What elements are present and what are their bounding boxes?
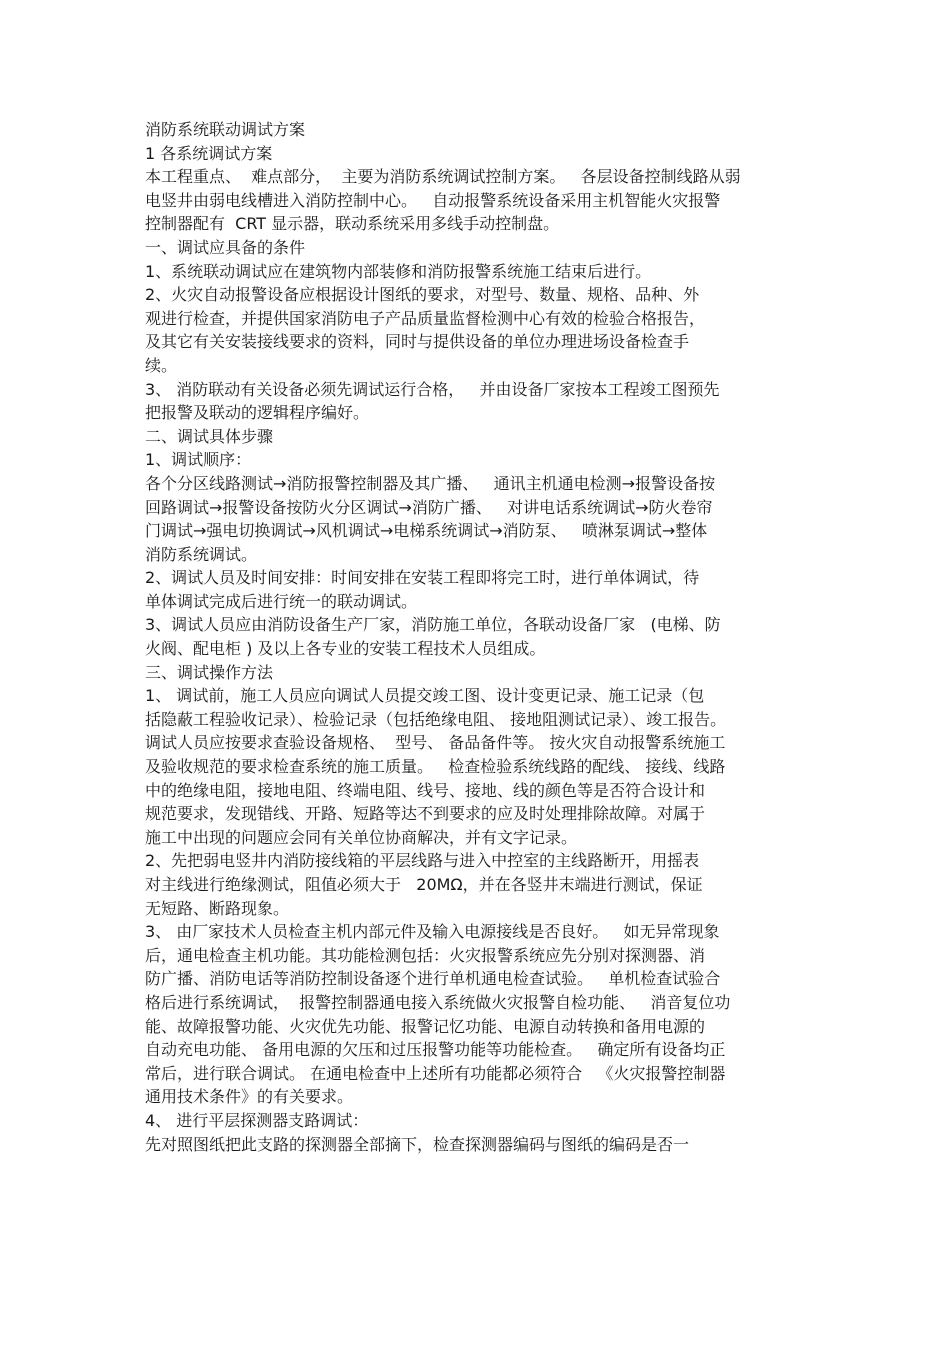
document-title: 消防系统联动调试方案 bbox=[145, 120, 306, 139]
text-line: 消防系统调试。 bbox=[145, 544, 258, 564]
text-line: 1、系统联动调试应在建筑物内部装修和消防报警系统施工结束后进行。 bbox=[145, 261, 652, 281]
text-line: 1、 调试前，施工人员应向调试人员提交竣工图、设计变更记录、施工记录（包 bbox=[145, 686, 705, 706]
text-line: 3、 消防联动有关设备必须先调试运行合格， 并由设备厂家按本工程竣工图预先 bbox=[145, 379, 720, 399]
text-line: 先对照图纸把此支路的探测器全部摘下，检查探测器编码与图纸的编码是否一 bbox=[145, 1134, 690, 1154]
text-line: 格后进行系统调试， 报警控制器通电接入系统做火灾报警自检功能、 消音复位功 bbox=[145, 992, 731, 1012]
text-line: 后，通电检查主机功能。其功能检测包括：火灾报警系统应先分别对探测器、消 bbox=[145, 945, 706, 965]
text-line: 各个分区线路测试→消防报警控制器及其广播、 通讯主机通电检测→报警设备按 bbox=[145, 473, 716, 493]
text-line: 规范要求，发现错线、开路、短路等达不到要求的应及时处理排除故障。对属于 bbox=[145, 804, 706, 824]
text-line: 2、火灾自动报警设备应根据设计图纸的要求，对型号、数量、规格、品种、外 bbox=[145, 285, 700, 305]
text-line: 能、故障报警功能、火灾优先功能、报警记忆功能、电源自动转换和备用电源的 bbox=[145, 1016, 706, 1036]
text-line: 及验收规范的要求检查系统的施工质量。 检查检验系统线路的配线、 接线、线路 bbox=[145, 757, 726, 777]
text-line: 施工中出现的问题应会同有关单位协商解决，并有文字记录。 bbox=[145, 827, 578, 847]
text-line: 括隐蔽工程验收记录）、检验记录（包括绝缘电阻、 接地阻测试记录）、竣工报告。 bbox=[145, 709, 727, 729]
text-line: 1 各系统调试方案 bbox=[145, 143, 273, 163]
text-line: 把报警及联动的逻辑程序编好。 bbox=[145, 403, 370, 423]
text-line: 中的绝缘电阻，接地电阻、终端电阻、线号、接地、线的颜色等是否符合设计和 bbox=[145, 780, 706, 800]
text-line: 续。 bbox=[145, 355, 178, 375]
text-line: 本工程重点、 难点部分， 主要为消防系统调试控制方案。 各层设备控制线路从弱 bbox=[145, 167, 741, 187]
text-line: 门调试→强电切换调试→风机调试→电梯系统调试→消防泵、 喷淋泵调试→整体 bbox=[145, 521, 708, 541]
text-line: 电竖井由弱电线槽进入消防控制中心。 自动报警系统设备采用主机智能火灾报警 bbox=[145, 190, 721, 210]
text-line: 1、调试顺序： bbox=[145, 450, 252, 470]
document-body bbox=[145, 118, 815, 1156]
text-line: 观进行检查，并提供国家消防电子产品质量监督检测中心有效的检验合格报告， bbox=[145, 308, 706, 328]
text-line: 调试人员应按要求查验设备规格、 型号、 备品备件等。 按火灾自动报警系统施工 bbox=[145, 733, 726, 753]
text-line: 火阀、配电柜 ) 及以上各专业的安装工程技术人员组成。 bbox=[145, 639, 546, 659]
text-line: 控制器配有 CRT 显示器，联动系统采用多线手动控制盘。 bbox=[145, 214, 560, 234]
text-line: 一、调试应具备的条件 bbox=[145, 237, 306, 257]
text-line: 2、调试人员及时间安排：时间安排在安装工程即将完工时，进行单体调试，待 bbox=[145, 568, 700, 588]
text-line: 无短路、断路现象。 bbox=[145, 898, 290, 918]
text-line: 回路调试→报警设备按防火分区调试→消防广播、 对讲电话系统调试→防火卷帘 bbox=[145, 497, 713, 517]
text-line: 二、调试具体步骤 bbox=[145, 426, 274, 446]
text-line: 防广播、消防电话等消防控制设备逐个进行单机通电检查试验。 单机检查试验合 bbox=[145, 969, 721, 989]
text-line: 通用技术条件》的有关要求。 bbox=[145, 1087, 354, 1107]
text-line: 自动充电功能、 备用电源的欠压和过压报警功能等功能检查。 确定所有设备均正 bbox=[145, 1040, 726, 1060]
text-line: 单体调试完成后进行统一的联动调试。 bbox=[145, 591, 418, 611]
text-line: 4、 进行平层探测器支路调试： bbox=[145, 1110, 369, 1130]
text-line: 三、调试操作方法 bbox=[145, 662, 274, 682]
text-line: 3、 由厂家技术人员检查主机内部元件及输入电源接线是否良好。 如无异常现象 bbox=[145, 922, 720, 942]
text-line: 常后，进行联合调试。 在通电检查中上述所有功能都必须符合 《火灾报警控制器 bbox=[145, 1063, 726, 1083]
text-line: 对主线进行绝缘测试，阻值必须大于 20MΩ，并在各竖井末端进行测试，保证 bbox=[145, 875, 703, 894]
text-line: 及其它有关安装接线要求的资料，同时与提供设备的单位办理进场设备检查手 bbox=[145, 332, 690, 352]
text-line: 3、调试人员应由消防设备生产厂家，消防施工单位，各联动设备厂家 (电梯、防 bbox=[145, 615, 721, 635]
text-line: 2、先把弱电竖井内消防接线箱的平层线路与进入中控室的主线路断开，用摇表 bbox=[145, 851, 700, 871]
